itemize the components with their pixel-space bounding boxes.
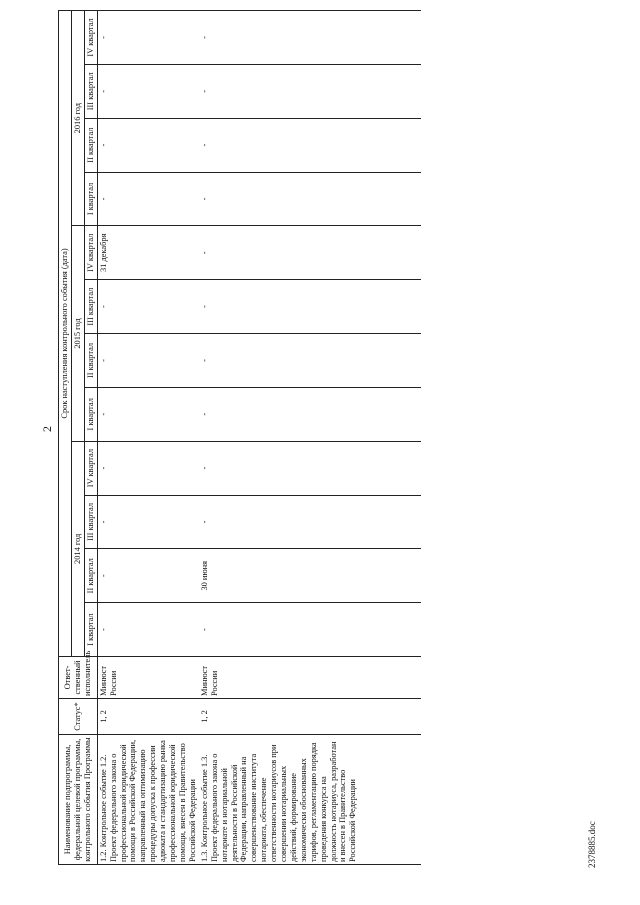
deadline-cell: -	[199, 280, 360, 334]
event-responsible: Минюст России	[97, 657, 199, 699]
header-year-2016: 2016 год	[71, 11, 84, 226]
deadline-cell: -	[97, 441, 199, 495]
control-events-table	[58, 10, 421, 865]
header-deadline: Срок наступления контрольного события (дата)	[59, 11, 72, 657]
deadline-cell: -	[97, 334, 199, 388]
event-status: 1, 2	[97, 699, 199, 735]
event-status: 1, 2	[199, 699, 360, 735]
deadline-cell: 30 июня	[199, 549, 360, 603]
deadline-cell: -	[199, 387, 360, 441]
header-quarter: IV квартал	[84, 226, 97, 280]
deadline-cell: -	[199, 64, 360, 118]
document-footer: 2378885.doc	[587, 821, 597, 868]
header-quarter: III квартал	[84, 495, 97, 549]
header-quarter: I квартал	[84, 387, 97, 441]
deadline-cell: -	[97, 549, 199, 603]
deadline-cell: -	[97, 280, 199, 334]
deadline-cell: -	[199, 334, 360, 388]
event-responsible: Минюст России	[199, 657, 360, 699]
header-quarter: III квартал	[84, 280, 97, 334]
header-quarter: IV квартал	[84, 11, 97, 65]
deadline-cell: -	[97, 603, 199, 657]
deadline-cell: -	[199, 118, 360, 172]
header-year-2014: 2014 год	[71, 441, 84, 656]
header-quarter: I квартал	[84, 172, 97, 226]
control-events-table-sheet	[58, 10, 578, 865]
deadline-cell: -	[199, 226, 360, 280]
table-row	[97, 11, 199, 865]
header-quarter: III квартал	[84, 64, 97, 118]
deadline-cell: -	[97, 495, 199, 549]
header-responsible: Ответ- ственный исполнитель	[59, 657, 98, 699]
deadline-cell: -	[199, 172, 360, 226]
deadline-cell: -	[199, 495, 360, 549]
header-name: Наименование подпрограммы, федеральной целевой программы, контрольного события Программы	[59, 735, 98, 865]
table-row	[199, 11, 360, 865]
deadline-cell: 31 декабря	[97, 226, 199, 280]
header-quarter: I квартал	[84, 603, 97, 657]
deadline-cell: -	[97, 11, 199, 65]
deadline-cell: -	[97, 64, 199, 118]
header-quarter: IV квартал	[84, 441, 97, 495]
deadline-cell: -	[97, 118, 199, 172]
event-name: 1.2. Контрольное событие 1.2. Проект федерального закона о профессиональной юридической помощи в Российской Федерации, направленный на оптимизацию процедуры допуска к профессии адвоката и стандартизацию рынка профессиональной юридической помощи, внесен в Правительство Российской Федерации	[97, 735, 199, 865]
deadline-cell: -	[199, 441, 360, 495]
page-number: 2	[40, 426, 54, 432]
deadline-cell: -	[199, 603, 360, 657]
header-year-2015: 2015 год	[71, 226, 84, 441]
header-quarter: II квартал	[84, 118, 97, 172]
header-status: Статус*	[59, 699, 98, 735]
deadline-cell: -	[97, 172, 199, 226]
table-spacer-row	[359, 11, 421, 865]
header-quarter: II квартал	[84, 334, 97, 388]
deadline-cell: -	[97, 387, 199, 441]
event-name: 1.3. Контрольное событие 1.3. Проект федерального закона о нотариате и нотариальной деятельности в Российской Федерации, направленный на совершенствование института нотариата, обеспечение ответственности нотариусов при совершении нотариальных действий, формирование экономически обоснованных тарифов, регламентацию порядка проведения конкурса на должность нотариуса, разработан и внесен в Правительство Российской Федерации	[199, 735, 360, 865]
deadline-cell: -	[199, 11, 360, 65]
header-quarter: II квартал	[84, 549, 97, 603]
